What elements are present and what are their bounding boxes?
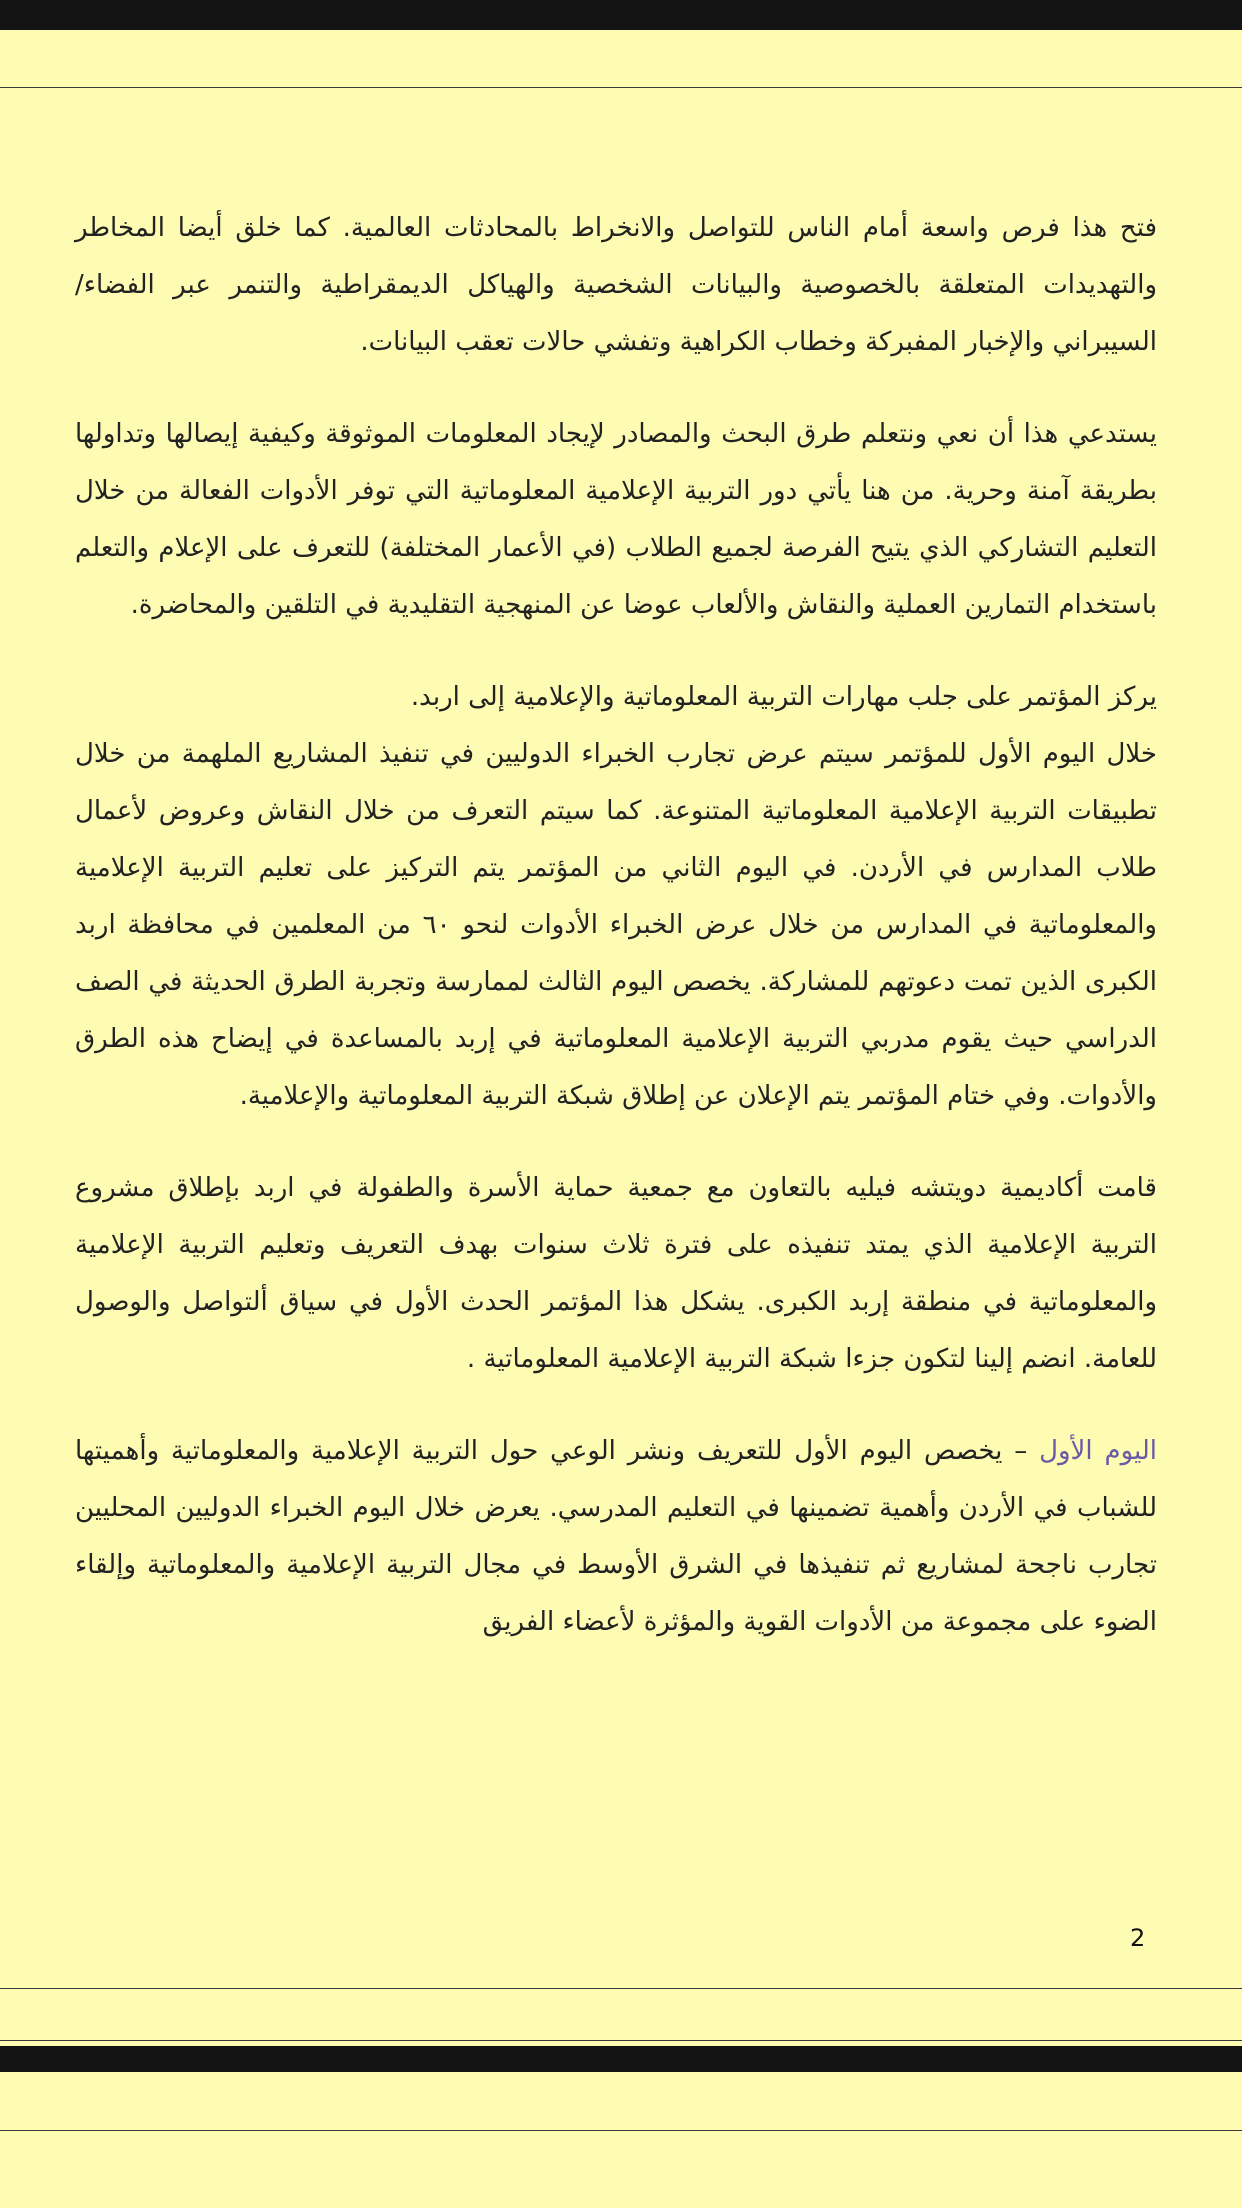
paragraph-day-one [75,1423,1157,1651]
day-one-text: – يخصص اليوم الأول للتعريف ونشر الوعي حول التربية الإعلامية والمعلوماتية وأهميتها للشباب في الأردن وأهمية تضمينها في التعليم المدرسي. يعرض خلال اليوم الخبراء الدوليين المحليين تجارب ناجحة لمشاريع ثم تنفيذها في الشرق الأوسط في مجال التربية الإعلامية والمعلوماتية وإلقاء الضوء على مجموعة من الأدوات القوية والمؤثرة لأعضاء الفريق [75,1436,1157,1637]
day-one-label: اليوم الأول [1039,1436,1157,1466]
next-page-rule [0,2130,1242,2131]
page-bottom-rule [0,1988,1242,1989]
page-number: 2 [1130,1924,1146,1952]
paragraph-conference-days: خلال اليوم الأول للمؤتمر سيتم عرض تجارب الخبراء الدوليين في تنفيذ المشاريع الملهمة من خلال تطبيقات التربية الإعلامية المعلوماتية المتنوعة. كما سيتم التعرف من خلال النقاش وعروض لأعمال طلاب المدارس في الأردن. في اليوم الثاني من المؤتمر يتم التركيز على تعليم التربية الإعلامية والمعلوماتية في المدارس من خلال عرض الخبراء الأدوات لنحو ٦٠ من المعلمين في محافظة اربد الكبرى الذين تمت دعوتهم للمشاركة. يخصص اليوم الثالث لممارسة وتجربة الطرق الحديثة في الصف الدراسي حيث يقوم مدربي التربية الإعلامية المعلوماتية في إربد بالمساعدة في إيضاح هذه الطرق والأدوات. وفي ختام المؤتمر يتم الإعلان عن إطلاق شبكة التربية المعلوماتية والإعلامية. [75,739,1157,1111]
paragraph-conference-focus: يركز المؤتمر على جلب مهارات التربية المعلوماتية والإعلامية إلى اربد. [410,682,1157,712]
paragraph-data-opportunities: فتح هذا فرص واسعة أمام الناس للتواصل والانخراط بالمحادثات العالمية. كما خلق أيضا المخاطر والتهديدات المتعلقة بالخصوصية والبيانات الشخصية والهياكل الديمقراطية والتنمر عبر الفضاء/السيبراني والإخبار المفبركة وخطاب الكراهية وتفشي حالات تعقب البيانات. [75,213,1157,357]
page-separator-rule [0,2040,1242,2041]
document-body [75,200,1157,1651]
paragraph-media-literacy: يستدعي هذا أن نعي ونتعلم طرق البحث والمصادر لإيجاد المعلومات الموثوقة وكيفية إيصالها وتداولها بطريقة آمنة وحرية. من هنا يأتي دور التربية الإعلامية المعلوماتية التي توفر الأدوات الفعالة من خلال التعليم التشاركي الذي يتيح الفرصة لجميع الطلاب (في الأعمار المختلفة) للتعرف على الإعلام والتعلم باستخدام التمارين العملية والنقاش والألعاب عوضا عن المنهجية التقليدية في التلقين والمحاضرة. [75,419,1157,620]
page-top-rule [0,87,1242,88]
page-break-bar [0,2046,1242,2072]
viewer-top-bar [0,0,1242,30]
paragraph-dw-academy: قامت أكاديمية دويتشه فيليه بالتعاون مع جمعية حماية الأسرة والطفولة في اربد بإطلاق مشروع التربية الإعلامية الذي يمتد تنفيذه على فترة ثلاث سنوات بهدف التعريف وتعليم التربية الإعلامية والمعلوماتية في منطقة إربد الكبرى. يشكل هذا المؤتمر الحدث الأول في سياق ألتواصل والوصول للعامة. انضم إلينا لتكون جزءا شبكة التربية الإعلامية المعلوماتية . [75,1173,1157,1374]
